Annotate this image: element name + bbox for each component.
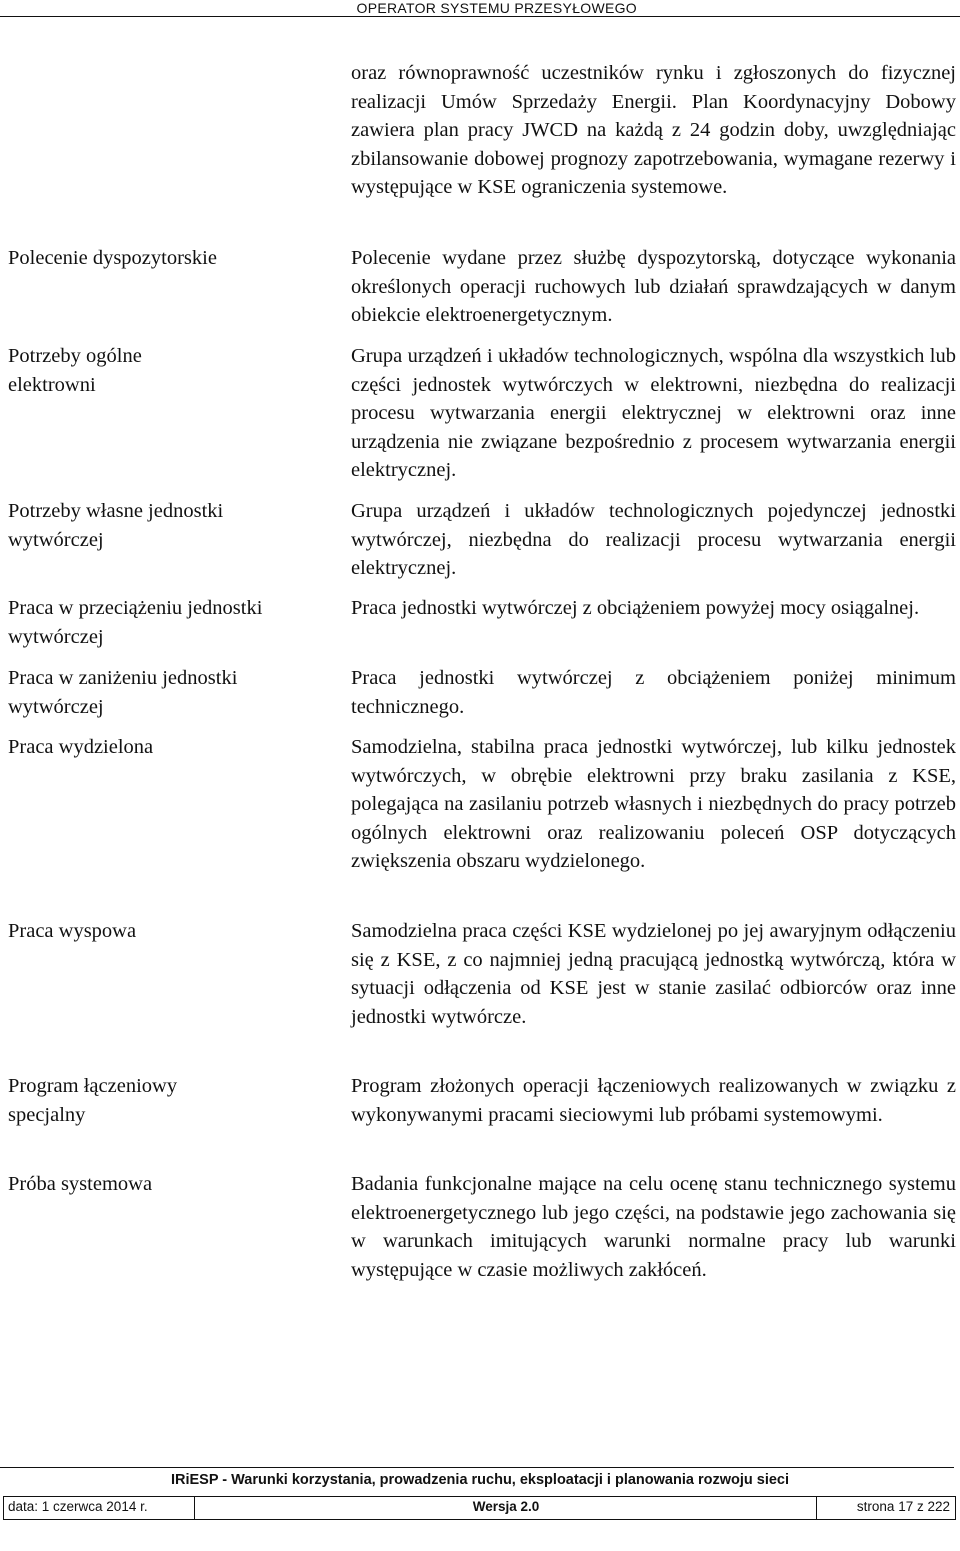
- term-potrzeby-ogolne-elektrowni: Potrzeby ogólne elektrowni: [8, 345, 142, 396]
- definition-praca-w-zanizeniu: Praca jednostki wytwórczej z obciążeniem poniżej minimum technicznego.: [351, 667, 956, 718]
- page-footer: [0, 1467, 960, 1527]
- definition-potrzeby-ogolne-elektrowni: Grupa urządzeń i układów technologicznych, wspólna dla wszystkich lub części jednostek wytwórczych w elektrowni, niezbędna do realizacji procesu wytwarzania energii elektrycznej w elektrowni oraz inne urządzenia nie związane bezpośrednio z procesem wytwarzania energii elektrycznej.: [351, 345, 956, 482]
- footer-cell-divider: [194, 1497, 195, 1519]
- footer-divider: [0, 1467, 954, 1468]
- intro-paragraph: oraz równoprawność uczestników rynku i zgłoszonych do fizycznej realizacji Umów Sprzedaży Energii. Plan Koordynacyjny Dobowy zawiera plan pracy JWCD na każdą z 24 godzin doby, uwzględniając zbilansowanie dobowej prognozy zapotrzebowania, wymagane rezerwy i występujące w KSE ograniczenia systemowe.: [351, 62, 956, 199]
- term-program-laczeniowy-specjalny: Program łączeniowy specjalny: [8, 1075, 178, 1126]
- definition-praca-w-przeciazeniu: Praca jednostki wytwórczej z obciążeniem powyżej mocy osiągalnej.: [351, 597, 920, 619]
- definition-program-laczeniowy-specjalny: Program złożonych operacji łączeniowych realizowanych w związku z wykonywanymi pracami sieciowymi lub próbami systemowymi.: [351, 1075, 956, 1126]
- term-praca-w-zanizeniu: Praca w zaniżeniu jednostki wytwórczej: [8, 667, 238, 718]
- header-divider: [0, 16, 960, 17]
- footer-date: data: 1 czerwca 2014 r.: [8, 1499, 148, 1514]
- footer-page-number: strona 17 z 222: [856, 1499, 950, 1514]
- footer-title: IRiESP - Warunki korzystania, prowadzenia ruchu, eksploatacji i planowania rozwoju sieci: [170, 1472, 790, 1488]
- footer-cell-divider: [816, 1497, 817, 1519]
- term-proba-systemowa: Próba systemowa: [8, 1173, 153, 1195]
- term-praca-wyspowa: Praca wyspowa: [8, 920, 137, 942]
- term-praca-w-przeciazeniu: Praca w przeciążeniu jednostki wytwórczej: [8, 597, 263, 648]
- definition-praca-wyspowa: Samodzielna praca części KSE wydzielonej po jej awaryjnym odłączeniu się z KSE, z co najmniej jedną pracującą jednostką wytwórczą, która w sytuacji odłączenia od KSE jest w stanie zasilać odbiorców oraz inne jednostki wytwórcze.: [351, 920, 956, 1028]
- definition-praca-wydzielona: Samodzielna, stabilna praca jednostki wytwórczej, lub kilku jednostek wytwórczych, w obrębie elektrowni przy braku zasilania z KSE, polegająca na zasilaniu potrzeb własnych i niezbędnych do pracy potrzeb ogólnych elektrowni oraz realizowaniu poleceń OSP dotyczących zwiększenia obszaru wydzielonego.: [351, 736, 956, 873]
- header-title: OPERATOR SYSTEMU PRZESYŁOWEGO: [356, 0, 637, 16]
- page-header: [0, 0, 960, 22]
- definition-polecenie-dyspozytorskie: Polecenie wydane przez służbę dyspozytorską, dotyczące wykonania określonych operacji ruchowych lub działań sprawdzających w danym obiekcie elektroenergetycznym.: [351, 247, 956, 327]
- footer-info-table: [3, 1496, 956, 1520]
- term-polecenie-dyspozytorskie: Polecenie dyspozytorskie: [8, 247, 217, 269]
- term-praca-wydzielona: Praca wydzielona: [8, 736, 154, 758]
- definition-proba-systemowa: Badania funkcjonalne mające na celu ocenę stanu technicznego systemu elektroenergetycznego lub jego części, na podstawie jego zachowania się w warunkach imitujących warunki normalne pracy lub warunki występujące w czasie możliwych zakłóceń.: [351, 1173, 956, 1281]
- term-potrzeby-wlasne-jednostki: Potrzeby własne jednostki wytwórczej: [8, 500, 224, 551]
- definition-potrzeby-wlasne-jednostki: Grupa urządzeń i układów technologicznych pojedynczej jednostki wytwórczej, niezbędna do realizacji procesu wytwarzania energii elektrycznej.: [351, 500, 956, 580]
- footer-version: Wersja 2.0: [472, 1499, 540, 1514]
